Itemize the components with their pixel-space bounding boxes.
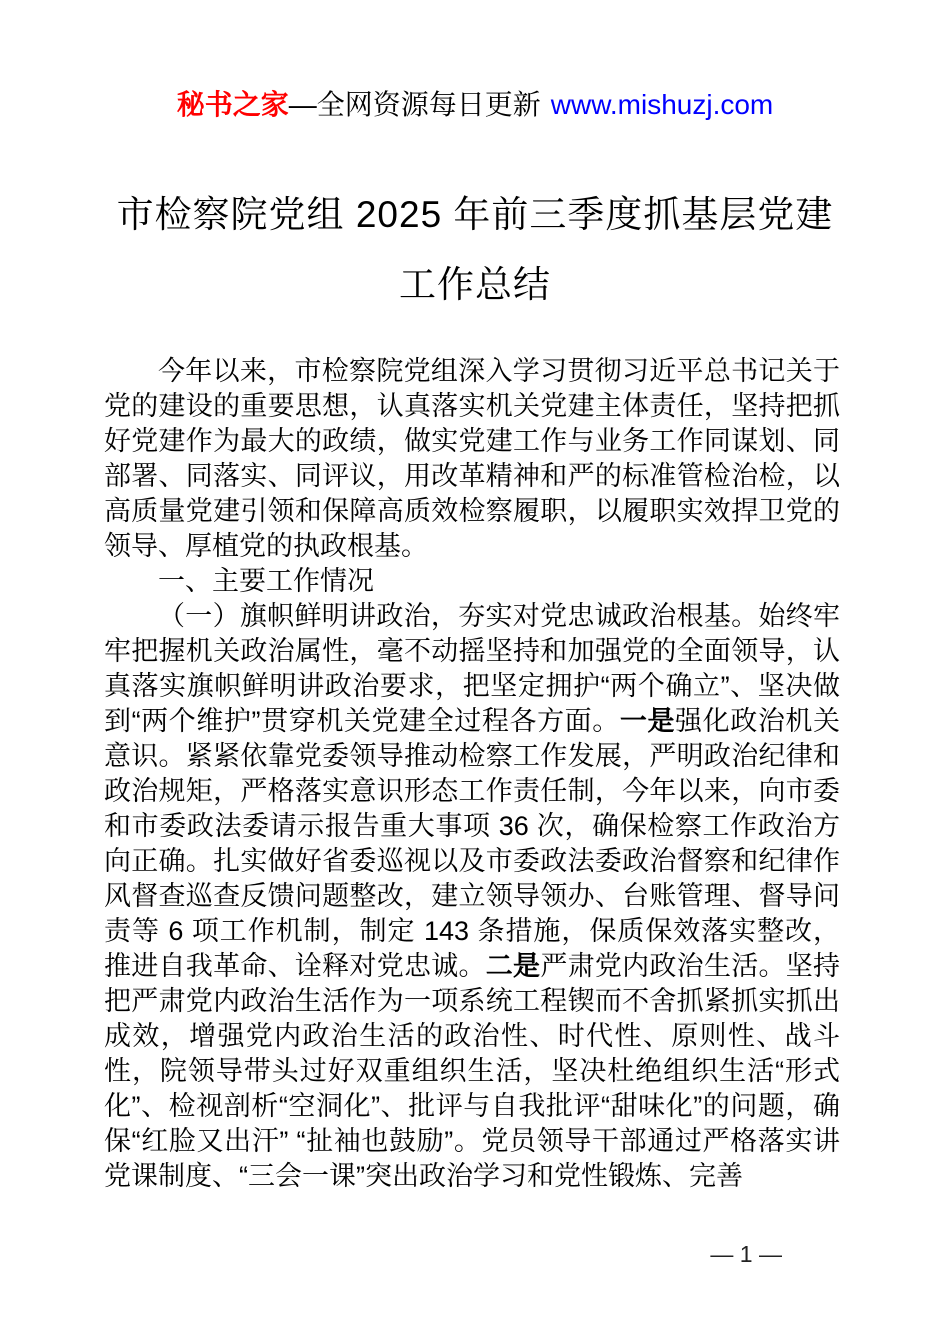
section-1-1-paragraph xyxy=(104,599,840,1194)
body-text: 严肃党内政治生活。坚持把严肃党内政治生活作为一项系统工程锲而不舍抓紧抓实抓出成效，增强党内政治生活的政治性、时代性、原则性、战斗性，院领导带头过好双重组织生活，坚决杜绝组织生活“形式化”、检视剖析“空洞化”、批评与自我批评“甜味化”的问题，确保“红脸又出汗” “扯袖也鼓励”。党员领导干部通过严格落实讲党课制度、“三会一课”突出政治学习和党性锻炼、完善 xyxy=(104,951,841,1191)
site-header xyxy=(0,88,950,122)
title-line-1: 市检察院党组 2025 年前三季度抓基层党建 xyxy=(116,194,834,235)
body-text: 今年以来，市检察院党组深入学习贯彻习近平总书记关于党的建设的重要思想，认真落实机关党建主体责任，坚持把抓好党建作为最大的政绩，做实党建工作与业务工作同谋划、同部署、同落实、同评议，用改革精神和严的标准管检治检，以高质量党建引领和保障高质效检察履职，以履职实效捍卫党的领导、厚植党的执政根基。 xyxy=(104,356,840,561)
header-tagline: 全网资源每日更新 xyxy=(316,89,541,120)
body-text-bold: 一是 xyxy=(619,706,676,736)
header-url: www.mishuzj.com xyxy=(550,89,774,120)
section-heading-main-work xyxy=(104,564,840,599)
body-text: 一、主要工作情况 xyxy=(158,566,374,596)
body-text: 强化政治机关意识。紧紧依靠党委领导推动检察工作发展，严明政治纪律和政治规矩，严格落实意识形态工作责任制，今年以来，向市委和市委政法委请示报告重大事项 36 次，确保检察工作政治方向正确。扎实做好省委巡视以及市委政法委政治督察和纪律作风督查巡查反馈问题整改，建立领导领办、台账管理、督导问责等 6 项工作机制，制定 143 条措施，保质保效落实整改，推进自我革命、诠释对党忠诚。 xyxy=(104,706,841,981)
page-number: — 1 — xyxy=(710,1241,782,1267)
title-line-2: 工作总结 xyxy=(399,264,551,305)
body-text: （一）旗帜鲜明讲政治，夯实对党忠诚政治根基。始终牢牢把握机关政治属性，毫不动摇坚持和加强党的全面领导，认真落实旗帜鲜明讲政治要求，把坚定拥护“两个确立”、坚决做到“两个维护”贯穿机关党建全过程各方面。 xyxy=(104,601,840,736)
document-body xyxy=(104,354,840,1194)
document-title xyxy=(0,180,950,320)
intro-paragraph xyxy=(104,354,840,564)
site-brand: 秘书之家 xyxy=(176,89,289,120)
header-separator: — xyxy=(288,89,317,120)
body-text-bold: 二是 xyxy=(485,951,541,981)
